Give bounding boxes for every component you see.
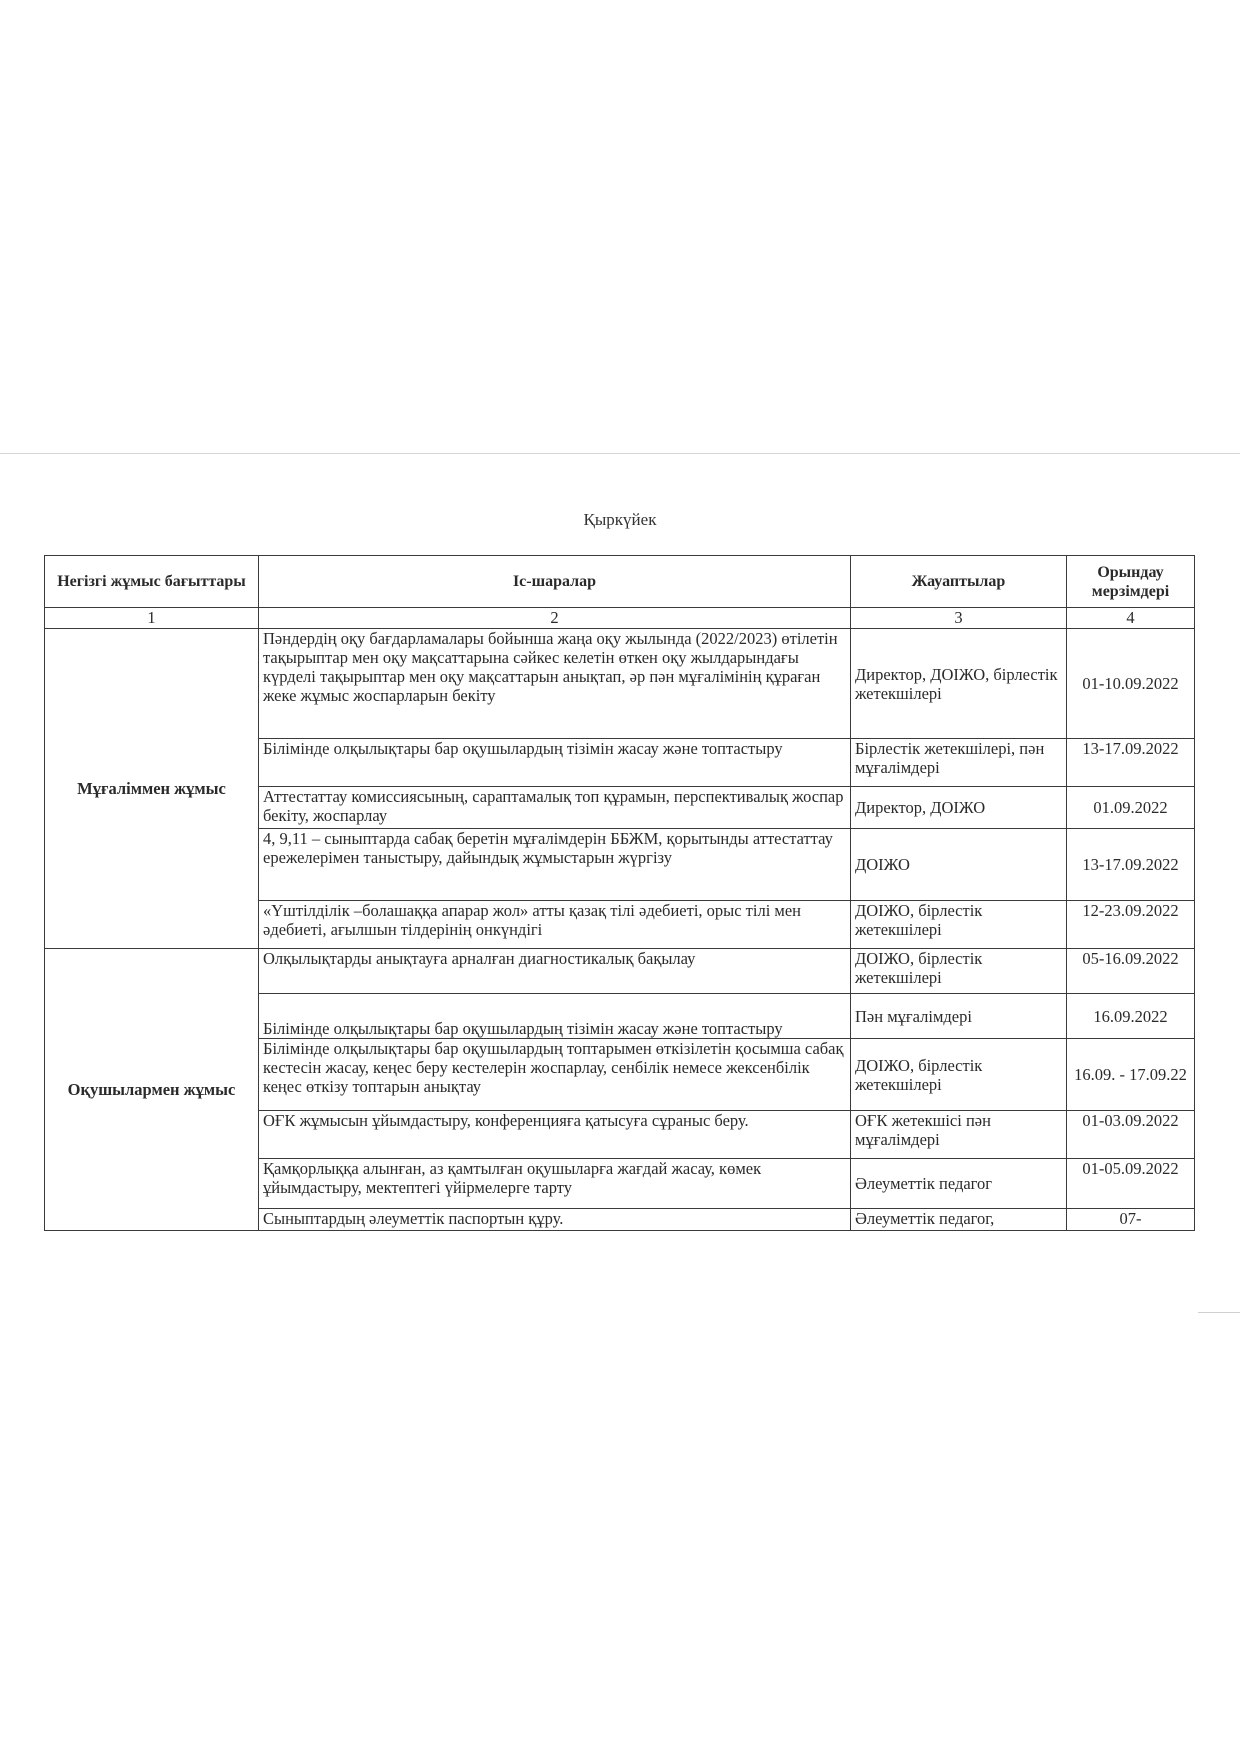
deadline-cell: 13-17.09.2022 [1067, 739, 1195, 787]
deadline-cell: 12-23.09.2022 [1067, 901, 1195, 949]
activity-cell: «Үштілділік –болашаққа апарар жол» атты қазақ тілі әдебиеті, орыс тілі мен әдебиеті, ағылшын тілдерінің онкүндігі [259, 901, 851, 949]
responsible-cell: ДОІЖО, бірлестік жетекшілері [851, 1039, 1067, 1111]
deadline-cell: 05-16.09.2022 [1067, 949, 1195, 994]
direction-cell: Мұғаліммен жұмыс [45, 629, 259, 949]
responsible-cell: Бірлестік жетекшілері, пән мұғалімдері [851, 739, 1067, 787]
deadline-cell: 07- [1067, 1209, 1195, 1231]
column-number: 1 [45, 608, 259, 629]
responsible-cell: ДОІЖО, бірлестік жетекшілері [851, 901, 1067, 949]
header-activities: Іс-шаралар [259, 556, 851, 608]
responsible-cell: Әлеуметтік педагог, [851, 1209, 1067, 1231]
scan-edge-mark [1198, 1312, 1240, 1313]
deadline-cell: 13-17.09.2022 [1067, 829, 1195, 901]
header-row [45, 556, 1195, 608]
activity-cell: Білімінде олқылықтары бар оқушылардың топтарымен өткізілетін қосымша сабақ кестесін жасау, кеңес беру кестелерін жоспарлау, сенбілік немесе жексенбілік кеңес өткізу топтарын анықтау [259, 1039, 851, 1111]
column-number-row [45, 608, 1195, 629]
activity-cell: Аттестаттау комиссиясының, сараптамалық топ құрамын, перспективалық жоспар бекіту, жоспарлау [259, 787, 851, 829]
table-row [45, 949, 1195, 994]
activity-cell: Сыныптардың әлеуметтік паспортын құру. [259, 1209, 851, 1231]
activity-cell: Білімінде олқылықтары бар оқушылардың тізімін жасау және топтастыру [259, 739, 851, 787]
responsible-cell: Пән мұғалімдері [851, 994, 1067, 1039]
activity-cell: Қамқорлыққа алынған, аз қамтылған оқушыларға жағдай жасау, көмек ұйымдастыру, мектептегі үйірмелерге тарту [259, 1159, 851, 1209]
header-deadlines: Орындау мерзімдері [1067, 556, 1195, 608]
deadline-cell: 01.09.2022 [1067, 787, 1195, 829]
deadline-cell: 01-03.09.2022 [1067, 1111, 1195, 1159]
header-directions: Негізгі жұмыс бағыттары [45, 556, 259, 608]
table-row [45, 629, 1195, 739]
responsible-cell: ОҒК жетекшісі пән мұғалімдері [851, 1111, 1067, 1159]
activity-cell: 4, 9,11 – сыныптарда сабақ беретін мұғалімдерін ББЖМ, қорытынды аттестаттау ережелерімен таныстыру, дайындық жұмыстарын жүргізу [259, 829, 851, 901]
deadline-cell: 16.09.2022 [1067, 994, 1195, 1039]
responsible-cell: Директор, ДОІЖО, бірлестік жетекшілері [851, 629, 1067, 739]
activity-cell: ОҒК жұмысын ұйымдастыру, конференцияға қатысуға сұраныс беру. [259, 1111, 851, 1159]
responsible-cell: Әлеуметтік педагог [851, 1159, 1067, 1209]
responsible-cell: ДОІЖО [851, 829, 1067, 901]
activity-cell: Білімінде олқылықтары бар оқушылардың тізімін жасау және топтастыру [259, 994, 851, 1039]
column-number: 2 [259, 608, 851, 629]
scan-edge-line [0, 453, 1240, 454]
month-title: Қыркүйек [583, 510, 657, 529]
work-plan-table [44, 555, 1195, 1231]
direction-cell: Оқушылармен жұмыс [45, 949, 259, 1231]
header-responsible: Жауаптылар [851, 556, 1067, 608]
column-number: 3 [851, 608, 1067, 629]
deadline-cell: 01-05.09.2022 [1067, 1159, 1195, 1209]
column-number: 4 [1067, 608, 1195, 629]
deadline-cell: 01-10.09.2022 [1067, 629, 1195, 739]
activity-cell: Пәндердің оқу бағдарламалары бойынша жаңа оқу жылында (2022/2023) өтілетін тақырыптар мен оқу мақсаттарына сәйкес келетін өткен оқу жылдарындағы күрделі тақырыптар мен оқу мақсаттарын анықтап, әр пән мұғалімінің құраған жеке жұмыс жоспарларын бекіту [259, 629, 851, 739]
responsible-cell: ДОІЖО, бірлестік жетекшілері [851, 949, 1067, 994]
responsible-cell: Директор, ДОІЖО [851, 787, 1067, 829]
deadline-cell: 16.09. - 17.09.22 [1067, 1039, 1195, 1111]
activity-cell: Олқылықтарды анықтауға арналған диагностикалық бақылау [259, 949, 851, 994]
